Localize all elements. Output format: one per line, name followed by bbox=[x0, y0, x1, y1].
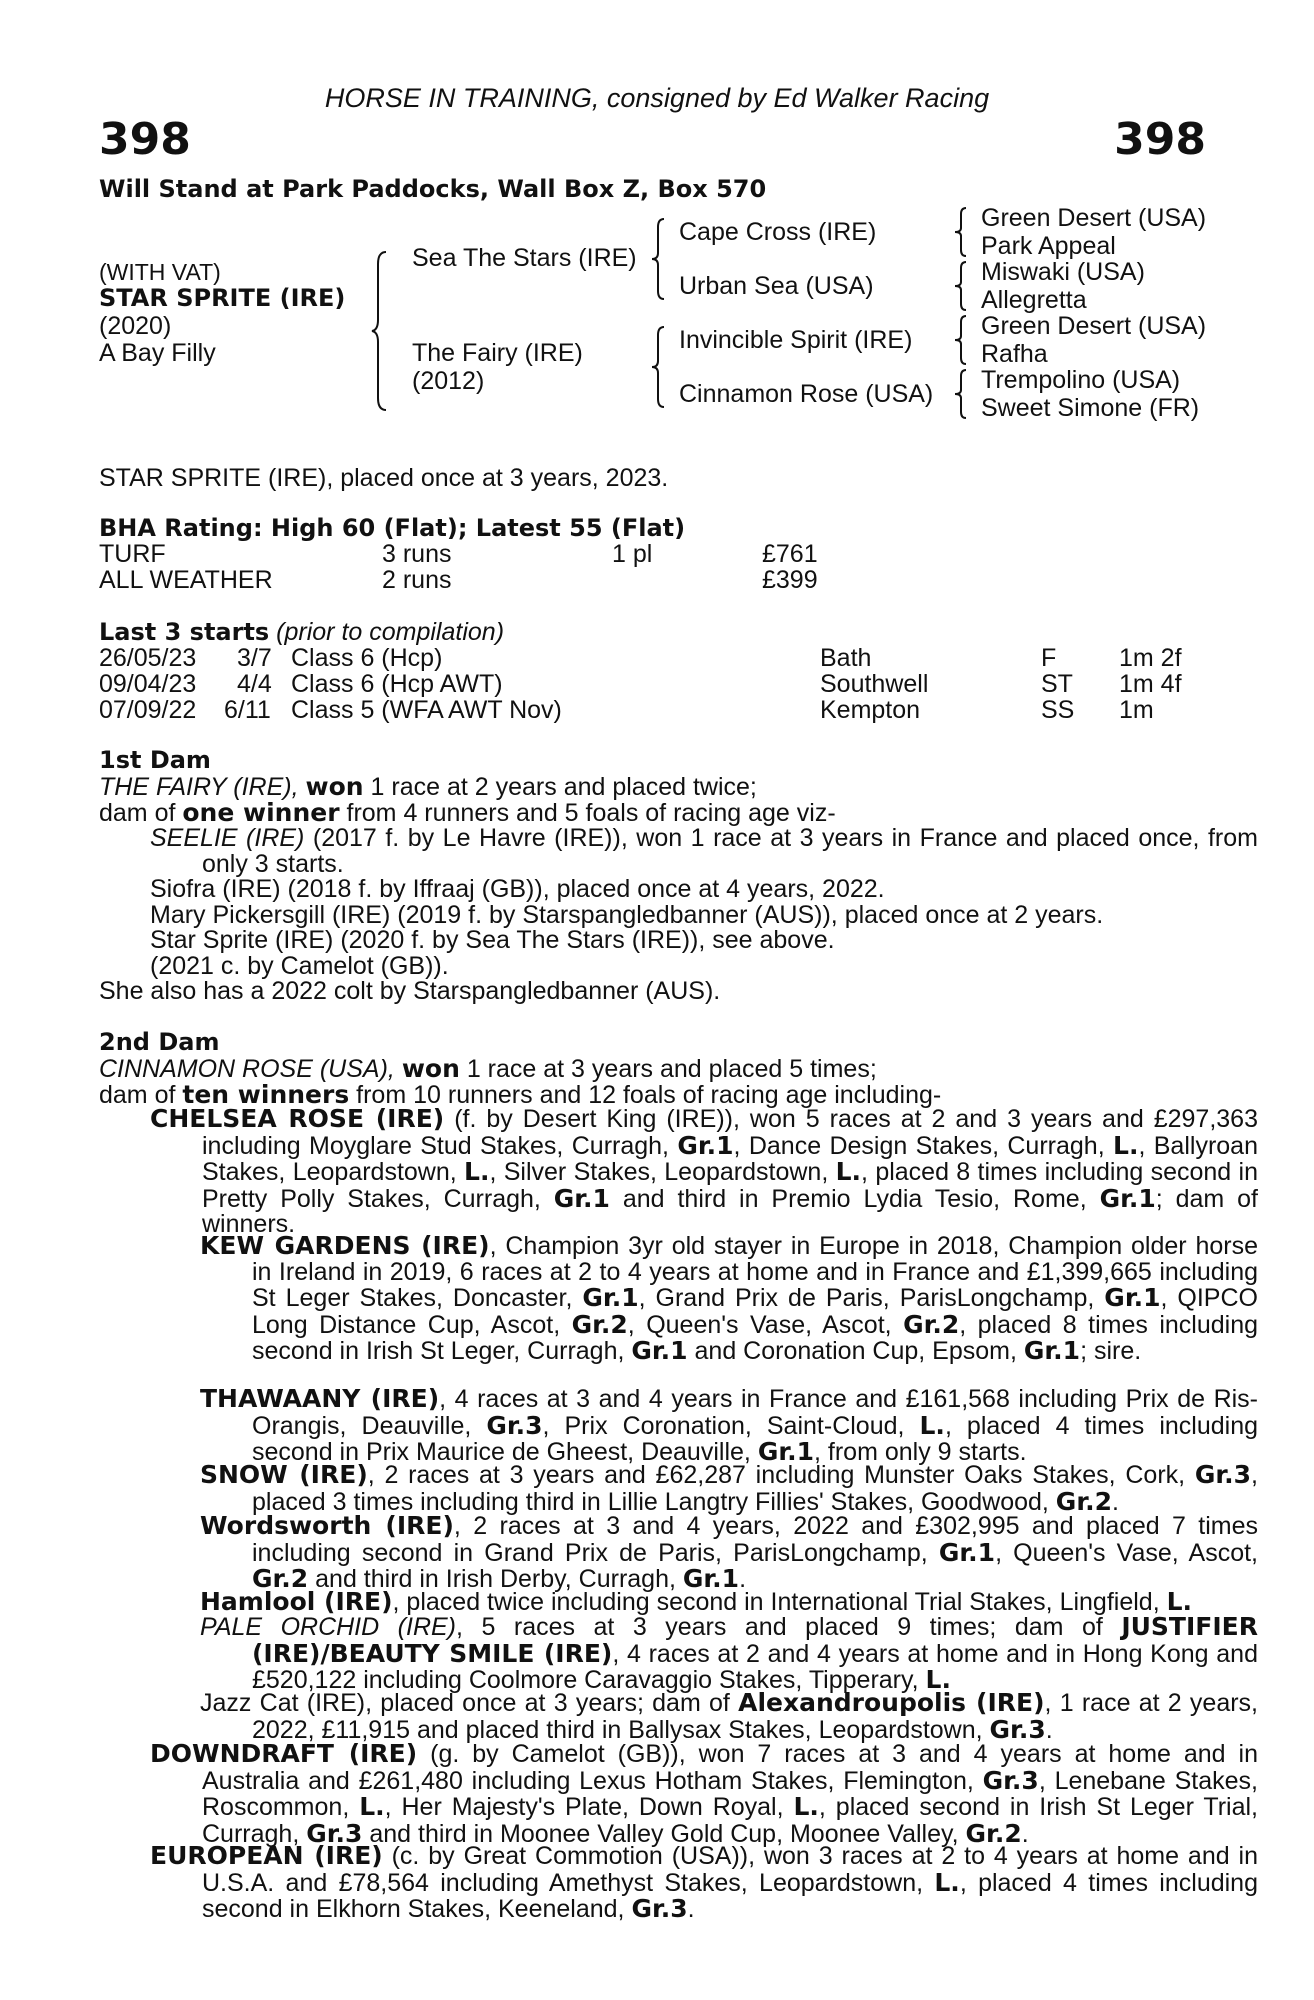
produce-entry: DOWNDRAFT (IRE) (g. by Camelot (GB)), won 7 races at 3 and 4 years at home and in Australia and £261,480 including Lexus Hotham Stakes, Flemington, Gr.3, Lenebane Stakes, Roscommon, L., Her Majesty's Plate, Down Royal, L., placed second in Irish St Leger Trial, Curragh, Gr.3 and third in Moonee Valley Gold Cup, Moonee Valley, Gr.2. bbox=[150, 1739, 1259, 1848]
start-race: Class 6 (Hcp) bbox=[291, 644, 443, 672]
progeny-entry: Siofra (IRE) (2018 f. by Iffraaj (GB)), placed once at 4 years, 2022. bbox=[150, 875, 885, 903]
start-race: Class 5 (WFA AWT Nov) bbox=[291, 696, 562, 724]
pedigree-brace bbox=[953, 206, 969, 258]
rating-money: £761 bbox=[762, 540, 818, 568]
start-distance: 1m 2f bbox=[1119, 644, 1182, 672]
vat-note: (WITH VAT) bbox=[99, 259, 221, 285]
great-grandparent: Allegretta bbox=[981, 286, 1087, 314]
bha-rating: BHA Rating: High 60 (Flat); Latest 55 (Flat) bbox=[99, 514, 686, 542]
rating-runs: 3 runs bbox=[382, 540, 452, 568]
lot-number-right: 398 bbox=[1114, 114, 1206, 165]
dam-of-label: dam of bbox=[99, 1081, 183, 1109]
produce-entry: Wordsworth (IRE), 2 races at 3 and 4 years, 2022 and £302,995 and placed 7 times including second in Grand Prix de Paris, ParisLongchamp, Gr.1, Queen's Vase, Ascot, Gr.2 and third in Irish Derby, Curragh, Gr.1. bbox=[200, 1511, 1258, 1593]
start-position: 6/11 bbox=[224, 696, 271, 724]
dam-of-label: dam of bbox=[99, 799, 183, 827]
catalogue-header: HORSE IN TRAINING, consigned by Ed Walker Racing bbox=[324, 83, 990, 113]
start-going: F bbox=[1041, 644, 1057, 672]
first-dam-line bbox=[99, 774, 757, 800]
race-summary: STAR SPRITE (IRE), placed once at 3 years, 2023. bbox=[99, 464, 669, 492]
produce-entry: Jazz Cat (IRE), placed once at 3 years; dam of Alexandroupolis (IRE), 1 race at 2 years, 2022, £11,915 and placed third in Ballysax Stakes, Leopardstown, Gr.3. bbox=[200, 1688, 1259, 1744]
last-starts-heading bbox=[99, 620, 504, 645]
grandsire-1: Cape Cross (IRE) bbox=[679, 218, 877, 246]
progeny-entry bbox=[150, 826, 1258, 877]
horse-name: STAR SPRITE (IRE) bbox=[99, 284, 346, 312]
granddam-2: Cinnamon Rose (USA) bbox=[679, 380, 934, 408]
last-starts-title: Last 3 starts bbox=[99, 618, 270, 646]
rating-placed: 1 pl bbox=[612, 540, 653, 568]
produce-entry: EUROPEAN (IRE) (c. by Great Commotion (USA)), won 3 races at 2 to 4 years at home and in U.S.A. and £78,564 including Amethyst Stakes, Leopardstown, L., placed 4 times including second in Elkhorn Stakes, Keeneland, Gr.3. bbox=[150, 1841, 1258, 1923]
first-dam-produce-text: from 4 runners and 5 foals of racing age viz- bbox=[339, 799, 836, 827]
pedigree-brace bbox=[953, 260, 969, 312]
great-grandparent: Miswaki (USA) bbox=[981, 258, 1145, 286]
first-dam-won: won bbox=[305, 772, 364, 801]
start-date: 26/05/23 bbox=[99, 644, 197, 672]
also-has: She also has a 2022 colt by Starspangledbanner (AUS). bbox=[99, 977, 721, 1005]
lot-number-left: 398 bbox=[99, 114, 191, 165]
start-race: Class 6 (Hcp AWT) bbox=[291, 670, 503, 698]
pedigree-brace bbox=[953, 368, 969, 420]
produce-entry: PALE ORCHID (IRE), 5 races at 3 years and placed 9 times; dam of JUSTIFIER (IRE)/BEAUTY SMILE (IRE), 4 races at 2 and 4 years at home and in Hong Kong and £520,122 including Coolmore Caravaggio Stakes, Tipperary, L. bbox=[200, 1612, 1258, 1694]
start-date: 07/09/22 bbox=[99, 696, 197, 724]
grandsire-2: Invincible Spirit (IRE) bbox=[679, 326, 913, 354]
pedigree-brace bbox=[953, 314, 969, 366]
first-dam-name: THE FAIRY (IRE), bbox=[99, 773, 299, 801]
pedigree-brace bbox=[650, 325, 668, 409]
great-grandparent: Trempolino (USA) bbox=[981, 366, 1181, 394]
start-position: 4/4 bbox=[237, 670, 272, 698]
first-dam-text: 1 race at 2 years and placed twice; bbox=[363, 773, 757, 801]
great-grandparent: Sweet Simone (FR) bbox=[981, 394, 1200, 422]
produce-entry: KEW GARDENS (IRE), Champion 3yr old stayer in Europe in 2018, Champion older horse in Ireland in 2019, 6 races at 2 to 4 years at home and in France and £1,399,665 including St Leger Stakes, Doncaster, Gr.1, Grand Prix de Paris, ParisLongchamp, Gr.1, QIPCO Long Distance Cup, Ascot, Gr.2, Queen's Vase, Ascot, Gr.2, placed 8 times including second in Irish St Leger, Curragh, Gr.1 and Coronation Cup, Epsom, Gr.1; sire. bbox=[200, 1231, 1258, 1365]
second-dam-line bbox=[99, 1056, 877, 1082]
winners-count: one winner bbox=[182, 798, 340, 827]
pedigree-brace bbox=[370, 250, 390, 412]
horse-description: A Bay Filly bbox=[99, 339, 216, 367]
great-grandparent: Park Appeal bbox=[981, 232, 1116, 260]
start-distance: 1m 4f bbox=[1119, 670, 1182, 698]
rating-surface: TURF bbox=[99, 540, 166, 568]
progeny-entry: Star Sprite (IRE) (2020 f. by Sea The Stars (IRE)), see above. bbox=[150, 926, 835, 954]
start-going: SS bbox=[1041, 696, 1075, 724]
great-grandparent: Green Desert (USA) bbox=[981, 204, 1207, 232]
progeny-text: (2017 f. by Le Havre (IRE)), won 1 race at 3 years in France and placed once, from only 3 starts. bbox=[202, 824, 1258, 878]
progeny-entry: (2021 c. by Camelot (GB)). bbox=[150, 952, 449, 980]
start-date: 09/04/23 bbox=[99, 670, 197, 698]
last-starts-note: (prior to compilation) bbox=[276, 618, 505, 646]
start-course: Kempton bbox=[820, 696, 921, 724]
horse-year: (2020) bbox=[99, 312, 172, 340]
rating-runs: 2 runs bbox=[382, 566, 452, 594]
dam: The Fairy (IRE) bbox=[412, 339, 583, 367]
rating-surface: ALL WEATHER bbox=[99, 566, 273, 594]
sire: Sea The Stars (IRE) bbox=[412, 244, 637, 272]
start-course: Southwell bbox=[820, 670, 929, 698]
progeny-entry: Mary Pickersgill (IRE) (2019 f. by Starspangledbanner (AUS)), placed once at 2 years. bbox=[150, 901, 1104, 929]
produce-entry: Hamlool (IRE), placed twice including second in International Trial Stakes, Lingfield, L. bbox=[200, 1587, 1193, 1616]
rating-money: £399 bbox=[762, 566, 818, 594]
start-going: ST bbox=[1041, 670, 1073, 698]
start-position: 3/7 bbox=[237, 644, 272, 672]
great-grandparent: Green Desert (USA) bbox=[981, 312, 1207, 340]
great-grandparent: Rafha bbox=[981, 340, 1048, 368]
pedigree-brace bbox=[650, 217, 668, 301]
produce-entry: CHELSEA ROSE (IRE) (f. by Desert King (IRE)), won 5 races at 2 and 3 years and £297,363 including Moyglare Stud Stakes, Curragh, Gr.1, Dance Design Stakes, Curragh, L., Ballyroan Stakes, Leopardstown, L., Silver Stakes, Leopardstown, L., placed 8 times including second in Pretty Polly Stakes, Curragh, Gr.1 and third in Premio Lydia Tesio, Rome, Gr.1; dam of winners. bbox=[150, 1104, 1258, 1238]
granddam-1: Urban Sea (USA) bbox=[679, 272, 874, 300]
second-dam-won: won bbox=[401, 1054, 460, 1083]
first-dam-heading: 1st Dam bbox=[99, 746, 211, 774]
second-dam-text: 1 race at 3 years and placed 5 times; bbox=[459, 1055, 877, 1083]
dam-year: (2012) bbox=[412, 367, 485, 395]
second-dam-produce-text: from 10 runners and 12 foals of racing age including- bbox=[349, 1081, 942, 1109]
start-distance: 1m bbox=[1119, 696, 1154, 724]
produce-entry: SNOW (IRE), 2 races at 3 years and £62,287 including Munster Oaks Stakes, Cork, Gr.3, placed 3 times including third in Lillie Langtry Fillies' Stakes, Goodwood, Gr.2. bbox=[200, 1460, 1258, 1516]
second-dam-heading: 2nd Dam bbox=[99, 1028, 220, 1056]
winners-count: ten winners bbox=[182, 1080, 350, 1109]
first-dam-produce-line bbox=[99, 800, 836, 826]
produce-entry: THAWAANY (IRE), 4 races at 3 and 4 years in France and £161,568 including Prix de Ris-Orangis, Deauville, Gr.3, Prix Coronation, Saint-Cloud, L., placed 4 times including second in Prix Maurice de Gheest, Deauville, Gr.1, from only 9 starts. bbox=[200, 1384, 1259, 1466]
start-course: Bath bbox=[820, 644, 872, 672]
location: Will Stand at Park Paddocks, Wall Box Z, Box 570 bbox=[99, 175, 767, 203]
second-dam-name: CINNAMON ROSE (USA), bbox=[99, 1055, 395, 1083]
progeny-name: SEELIE (IRE) bbox=[150, 824, 305, 852]
